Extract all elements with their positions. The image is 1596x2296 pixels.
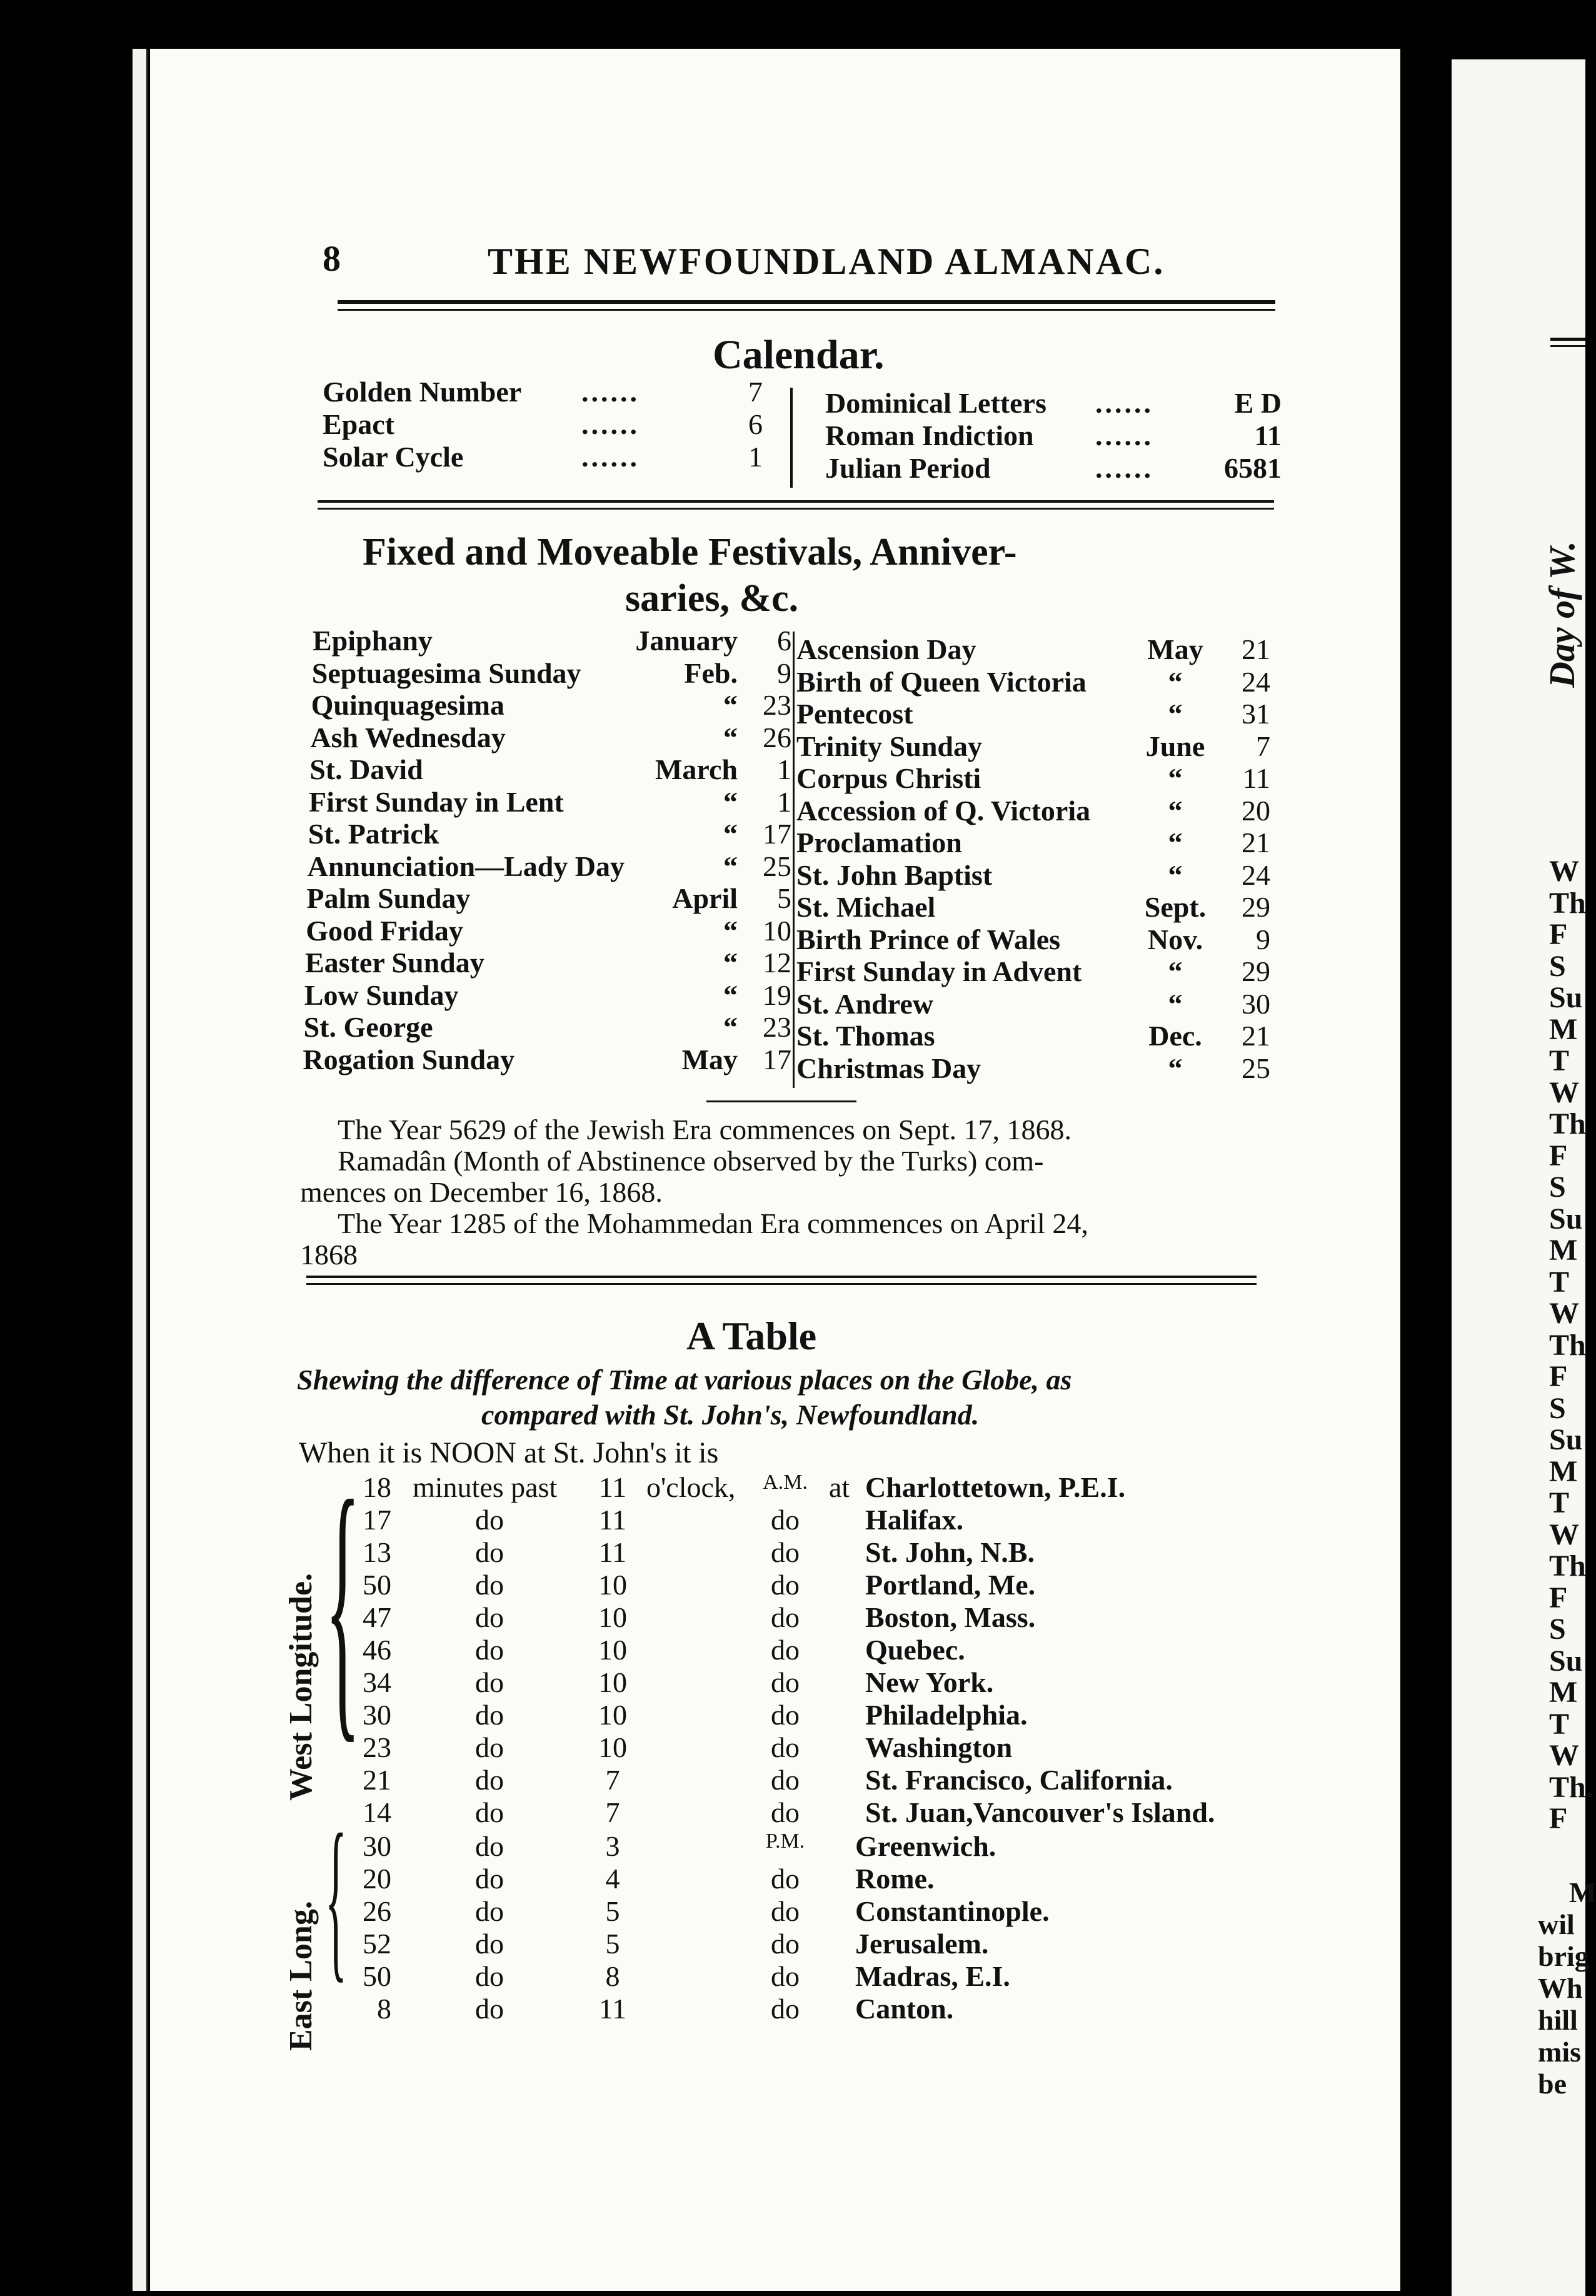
time-ampm: do xyxy=(771,1796,800,1828)
time-unit: do xyxy=(475,1601,504,1633)
time-place: St. Juan,Vancouver's Island. xyxy=(865,1796,1215,1828)
time-unit: do xyxy=(475,1830,504,1862)
festival-day: 21 xyxy=(1242,827,1270,858)
festival-name: Birth of Queen Victoria xyxy=(796,665,1087,698)
festival-name: Accession of Q. Victoria xyxy=(796,794,1091,827)
calendar-dots: ...... xyxy=(1095,452,1153,484)
time-place: Washington xyxy=(865,1731,1013,1763)
time-unit: minutes past xyxy=(413,1471,558,1503)
time-hour: 10 xyxy=(598,1601,627,1633)
facing-day-letter: F xyxy=(1549,1360,1568,1393)
facing-text-fragment: mis xyxy=(1538,2036,1581,2068)
time-hour: 11 xyxy=(598,1993,627,2025)
festival-month: “ xyxy=(723,914,738,947)
facing-day-letter: T xyxy=(1549,1486,1570,1519)
facing-day-letter: F xyxy=(1549,1139,1568,1172)
table-subtitle-line1: Shewing the difference of Time at various places on the Globe, as xyxy=(297,1364,1072,1396)
time-ampm: do xyxy=(771,1731,800,1763)
time-place: Jerusalem. xyxy=(855,1928,989,1960)
calendar-value: 6581 xyxy=(1224,452,1282,484)
time-oclock: o'clock, xyxy=(646,1471,736,1503)
festival-name: Easter Sunday xyxy=(305,947,484,979)
festival-day: 5 xyxy=(777,882,791,914)
time-minutes: 52 xyxy=(363,1928,391,1960)
festival-month: “ xyxy=(723,979,738,1011)
facing-day-letter: S xyxy=(1549,1613,1566,1646)
time-hour: 10 xyxy=(598,1699,627,1731)
time-place: New York. xyxy=(865,1666,994,1698)
festival-name: Corpus Christi xyxy=(796,762,981,794)
festival-day: 9 xyxy=(777,657,791,689)
festival-day: 21 xyxy=(1242,1020,1270,1052)
facing-day-letter: S xyxy=(1549,1171,1566,1204)
festival-day: 25 xyxy=(1242,1052,1270,1084)
facing-day-letter: Su xyxy=(1549,1644,1583,1678)
calendar-dots: ...... xyxy=(1095,387,1153,419)
time-unit: do xyxy=(475,1536,504,1568)
festival-name: Epiphany xyxy=(313,625,433,657)
time-minutes: 47 xyxy=(363,1601,391,1633)
calendar-rule-thin xyxy=(318,508,1274,510)
time-hour: 10 xyxy=(598,1731,627,1763)
facing-day-letter: Su xyxy=(1549,1423,1583,1456)
time-ampm: do xyxy=(771,1699,800,1731)
festival-month: Nov. xyxy=(1147,923,1203,955)
facing-day-letter: F xyxy=(1549,1581,1568,1614)
time-minutes: 18 xyxy=(363,1471,391,1503)
festivals-title-line1: Fixed and Moveable Festivals, Anniver- xyxy=(363,531,1017,573)
festival-name: Low Sunday xyxy=(304,979,459,1011)
time-hour: 4 xyxy=(605,1863,620,1895)
facing-day-letter: F xyxy=(1549,1802,1568,1835)
era-note-line: The Year 5629 of the Jewish Era commences on Sept. 17, 1868. xyxy=(338,1114,1072,1145)
festival-month: “ xyxy=(723,785,738,818)
time-hour: 11 xyxy=(598,1504,627,1536)
west-brace: { xyxy=(325,1441,361,1766)
time-minutes: 23 xyxy=(363,1731,391,1763)
festival-day: 1 xyxy=(777,753,791,785)
festival-month: “ xyxy=(1168,762,1183,794)
facing-text-fragment: Wh xyxy=(1538,1972,1583,2004)
festival-month: Dec. xyxy=(1148,1020,1202,1052)
time-minutes: 17 xyxy=(363,1504,391,1536)
time-hour: 7 xyxy=(605,1796,620,1828)
time-ampm: A.M. xyxy=(763,1471,808,1494)
time-ampm: do xyxy=(771,1764,800,1796)
facing-day-letter: M xyxy=(1549,1012,1578,1046)
time-place: Canton. xyxy=(855,1993,954,2025)
festival-month: “ xyxy=(723,818,738,850)
time-unit: do xyxy=(475,1928,504,1960)
notes-rule-thin xyxy=(306,1283,1257,1285)
facing-day-letter: Th xyxy=(1549,886,1586,920)
facing-text-fragment: brig xyxy=(1538,1940,1589,1972)
calendar-value: 11 xyxy=(1254,420,1282,451)
time-minutes: 50 xyxy=(363,1960,391,1992)
time-at: at xyxy=(829,1471,850,1503)
facing-text-fragment: hill xyxy=(1538,2004,1578,2036)
time-place: Greenwich. xyxy=(855,1830,996,1862)
facing-day-letter: Th xyxy=(1549,1328,1586,1362)
festival-month: “ xyxy=(1168,827,1183,858)
time-minutes: 20 xyxy=(363,1863,391,1895)
table-subtitle-line2: compared with St. John's, Newfoundland. xyxy=(481,1399,980,1431)
festivals-short-rule xyxy=(706,1100,856,1102)
time-hour: 10 xyxy=(598,1666,627,1698)
time-minutes: 30 xyxy=(363,1830,391,1862)
festival-day: 24 xyxy=(1242,858,1270,891)
festival-day: 20 xyxy=(1242,794,1270,827)
festival-name: St. Michael xyxy=(796,891,936,923)
calendar-value: 6 xyxy=(748,408,763,440)
page-number: 8 xyxy=(323,238,343,279)
time-place: St. John, N.B. xyxy=(865,1536,1035,1568)
festival-month: “ xyxy=(1168,987,1183,1020)
festival-month: “ xyxy=(1168,794,1183,827)
festival-day: 12 xyxy=(763,947,791,979)
time-unit: do xyxy=(475,1764,504,1796)
calendar-label: Julian Period xyxy=(825,452,991,484)
calendar-value: 7 xyxy=(748,376,763,408)
west-longitude-label: West Longitude. xyxy=(283,1573,319,1801)
festival-name: St. Thomas xyxy=(796,1020,935,1052)
facing-text-fragment: wil xyxy=(1538,1908,1575,1940)
calendar-rule xyxy=(318,500,1274,503)
festival-name: Annunciation—Lady Day xyxy=(307,850,625,882)
time-unit: do xyxy=(475,1895,504,1927)
festival-name: Septuagesima Sunday xyxy=(311,657,581,689)
time-place: Madras, E.I. xyxy=(855,1960,1010,1992)
time-minutes: 13 xyxy=(363,1536,391,1568)
festival-name: Christmas Day xyxy=(796,1052,981,1084)
time-minutes: 34 xyxy=(363,1666,391,1698)
time-ampm: do xyxy=(771,1928,800,1960)
festival-day: 1 xyxy=(777,785,791,818)
calendar-value: E D xyxy=(1234,387,1282,419)
calendar-divider xyxy=(790,388,793,488)
festival-month: “ xyxy=(1168,1052,1183,1084)
time-minutes: 14 xyxy=(363,1796,391,1828)
time-unit: do xyxy=(475,1863,504,1895)
facing-day-letter: W xyxy=(1549,1075,1579,1109)
time-unit: do xyxy=(475,1796,504,1828)
time-place: Boston, Mass. xyxy=(865,1601,1036,1633)
time-unit: do xyxy=(475,1504,504,1536)
time-ampm: P.M. xyxy=(765,1830,805,1853)
era-note-line: Ramadân (Month of Abstinence observed by the Turks) com- xyxy=(338,1145,1044,1177)
festival-day: 17 xyxy=(763,818,791,850)
facing-day-letter: T xyxy=(1549,1265,1570,1299)
calendar-label: Golden Number xyxy=(323,376,522,408)
time-minutes: 50 xyxy=(363,1569,391,1601)
festival-month: April xyxy=(672,882,738,914)
calendar-title: Calendar. xyxy=(713,332,885,378)
time-place: Charlottetown, P.E.I. xyxy=(865,1471,1126,1503)
calendar-value: 1 xyxy=(748,441,763,473)
time-hour: 11 xyxy=(598,1536,627,1568)
facing-day-letter: S xyxy=(1549,1391,1566,1425)
festival-day: 7 xyxy=(1256,730,1270,762)
festival-name: Ascension Day xyxy=(796,633,976,665)
festival-month: Sept. xyxy=(1144,891,1207,923)
calendar-dots: ...... xyxy=(581,408,640,440)
time-minutes: 30 xyxy=(363,1699,391,1731)
time-hour: 10 xyxy=(598,1569,627,1601)
calendar-dots: ...... xyxy=(581,376,640,408)
time-place: Quebec. xyxy=(865,1634,965,1666)
facing-text-fragment: be xyxy=(1538,2068,1567,2100)
festival-day: 30 xyxy=(1242,987,1270,1020)
facing-day-letter: M xyxy=(1549,1234,1578,1267)
festival-month: “ xyxy=(723,721,738,753)
facing-page-column-heading: Day of W. xyxy=(1542,541,1582,688)
time-minutes: 26 xyxy=(363,1895,391,1927)
time-ampm: do xyxy=(771,1863,800,1895)
facing-day-letter: Th xyxy=(1549,1107,1586,1140)
east-brace: { xyxy=(325,1797,347,1998)
festival-month: January xyxy=(635,625,738,657)
time-unit: do xyxy=(475,1634,504,1666)
facing-day-letter: Su xyxy=(1549,1202,1583,1236)
running-head: THE NEWFOUNDLAND ALMANAC. xyxy=(488,241,1165,282)
time-unit: do xyxy=(475,1731,504,1763)
time-place: Rome. xyxy=(855,1863,935,1895)
table-title: A Table xyxy=(686,1314,817,1358)
festival-name: St. George xyxy=(303,1011,433,1043)
festival-month: Feb. xyxy=(684,657,738,689)
facing-day-letter: Su xyxy=(1549,981,1583,1014)
time-ampm: do xyxy=(771,1569,800,1601)
festival-day: 19 xyxy=(763,979,791,1011)
time-place: St. Francisco, California. xyxy=(865,1764,1173,1796)
time-hour: 10 xyxy=(598,1634,627,1666)
facing-day-letter: M xyxy=(1549,1676,1578,1709)
festival-month: “ xyxy=(1168,665,1183,698)
calendar-label: Solar Cycle xyxy=(323,441,464,473)
calendar-label: Dominical Letters xyxy=(825,387,1046,419)
era-note-line: mences on December 16, 1868. xyxy=(300,1176,663,1208)
festival-name: Good Friday xyxy=(306,914,463,947)
time-minutes: 21 xyxy=(363,1764,391,1796)
time-ampm: do xyxy=(771,1666,800,1698)
calendar-label: Epact xyxy=(323,408,394,440)
time-unit: do xyxy=(475,1993,504,2025)
page-edge xyxy=(133,49,148,2291)
festival-name: Proclamation xyxy=(796,827,962,858)
festival-month: “ xyxy=(723,689,738,721)
east-longitude-label: East Long. xyxy=(283,1901,319,2051)
header-rule-thin xyxy=(338,309,1275,311)
festival-name: Birth Prince of Wales xyxy=(796,923,1061,955)
facing-text-fragment: M xyxy=(1569,1876,1596,1908)
time-ampm: do xyxy=(771,1895,800,1927)
calendar-dots: ...... xyxy=(581,441,640,473)
festival-month: May xyxy=(1147,633,1203,665)
festival-month: May xyxy=(681,1043,738,1075)
facing-day-letter: W xyxy=(1549,1739,1579,1772)
calendar-label: Roman Indiction xyxy=(825,420,1034,451)
festival-month: “ xyxy=(1168,955,1183,987)
time-hour: 5 xyxy=(605,1895,620,1927)
era-note-line: The Year 1285 of the Mohammedan Era commences on April 24, xyxy=(338,1207,1088,1239)
time-unit: do xyxy=(475,1666,504,1698)
festival-name: First Sunday in Advent xyxy=(796,955,1082,987)
facing-day-letter: W xyxy=(1549,1518,1579,1551)
era-note-line: 1868 xyxy=(300,1239,358,1271)
festival-month: “ xyxy=(723,947,738,979)
festival-name: Palm Sunday xyxy=(306,882,471,914)
time-place: Philadelphia. xyxy=(865,1699,1028,1731)
festival-day: 17 xyxy=(763,1043,791,1075)
festival-day: 10 xyxy=(763,914,791,947)
time-ampm: do xyxy=(771,1601,800,1633)
time-ampm: do xyxy=(771,1536,800,1568)
facing-day-letter: S xyxy=(1549,949,1566,983)
time-unit: do xyxy=(475,1569,504,1601)
festival-day: 26 xyxy=(763,721,791,753)
festival-name: First Sunday in Lent xyxy=(309,785,564,818)
calendar-dots: ...... xyxy=(1095,420,1153,451)
time-ampm: do xyxy=(771,1993,800,2025)
festival-name: Ash Wednesday xyxy=(310,721,506,753)
facing-day-letter: F xyxy=(1549,918,1568,951)
festival-month: “ xyxy=(1168,698,1183,730)
time-hour: 5 xyxy=(605,1928,620,1960)
facing-day-letter: M xyxy=(1549,1454,1578,1488)
time-ampm: do xyxy=(771,1960,800,1992)
facing-day-letter: T xyxy=(1549,1044,1570,1077)
festival-name: Pentecost xyxy=(796,698,913,730)
festival-day: 6 xyxy=(777,625,791,657)
festival-month: “ xyxy=(723,1011,738,1043)
festival-name: St. David xyxy=(309,753,423,785)
notes-rule xyxy=(306,1276,1257,1278)
festival-day: 25 xyxy=(763,850,791,882)
facing-page-rule xyxy=(1550,338,1585,341)
time-place: Halifax. xyxy=(865,1504,964,1536)
facing-day-letter: Th. xyxy=(1549,1770,1593,1804)
facing-day-letter: W xyxy=(1549,855,1579,888)
festival-name: St. Andrew xyxy=(796,987,933,1020)
festival-month: March xyxy=(655,753,738,785)
festival-day: 23 xyxy=(763,1011,791,1043)
festival-day: 29 xyxy=(1242,891,1270,923)
facing-day-letter: T xyxy=(1549,1707,1570,1741)
time-hour: 11 xyxy=(598,1471,627,1503)
festival-day: 31 xyxy=(1242,698,1270,730)
time-hour: 8 xyxy=(605,1960,620,1992)
festivals-title-line2: saries, &c. xyxy=(625,577,799,620)
header-rule xyxy=(338,300,1275,304)
festival-day: 24 xyxy=(1242,665,1270,698)
facing-day-letter: Th xyxy=(1549,1549,1586,1583)
festival-name: Rogation Sunday xyxy=(303,1043,515,1075)
time-ampm: do xyxy=(771,1634,800,1666)
festival-month: “ xyxy=(723,850,738,882)
time-ampm: do xyxy=(771,1504,800,1536)
time-hour: 3 xyxy=(605,1830,620,1862)
time-hour: 7 xyxy=(605,1764,620,1796)
festival-month: “ xyxy=(1168,858,1183,891)
festival-name: St. Patrick xyxy=(308,818,439,850)
festival-name: Trinity Sunday xyxy=(796,730,982,762)
festival-day: 9 xyxy=(1256,923,1270,955)
time-unit: do xyxy=(475,1699,504,1731)
festival-day: 11 xyxy=(1242,762,1270,794)
festival-day: 23 xyxy=(763,689,791,721)
festival-name: St. John Baptist xyxy=(796,858,993,891)
time-place: Portland, Me. xyxy=(865,1569,1036,1601)
facing-page-rule-thin xyxy=(1550,345,1585,347)
festivals-divider xyxy=(793,632,795,1088)
festival-day: 21 xyxy=(1242,633,1270,665)
facing-day-letter: W xyxy=(1549,1297,1579,1330)
time-minutes: 46 xyxy=(363,1634,391,1666)
time-unit: do xyxy=(475,1960,504,1992)
time-place: Constantinople. xyxy=(855,1895,1050,1927)
festival-name: Quinquagesima xyxy=(311,689,504,721)
time-minutes: 8 xyxy=(377,1993,391,2025)
festival-day: 29 xyxy=(1242,955,1270,987)
festival-month: June xyxy=(1145,730,1205,762)
table-intro: When it is NOON at St. John's it is xyxy=(299,1436,719,1469)
